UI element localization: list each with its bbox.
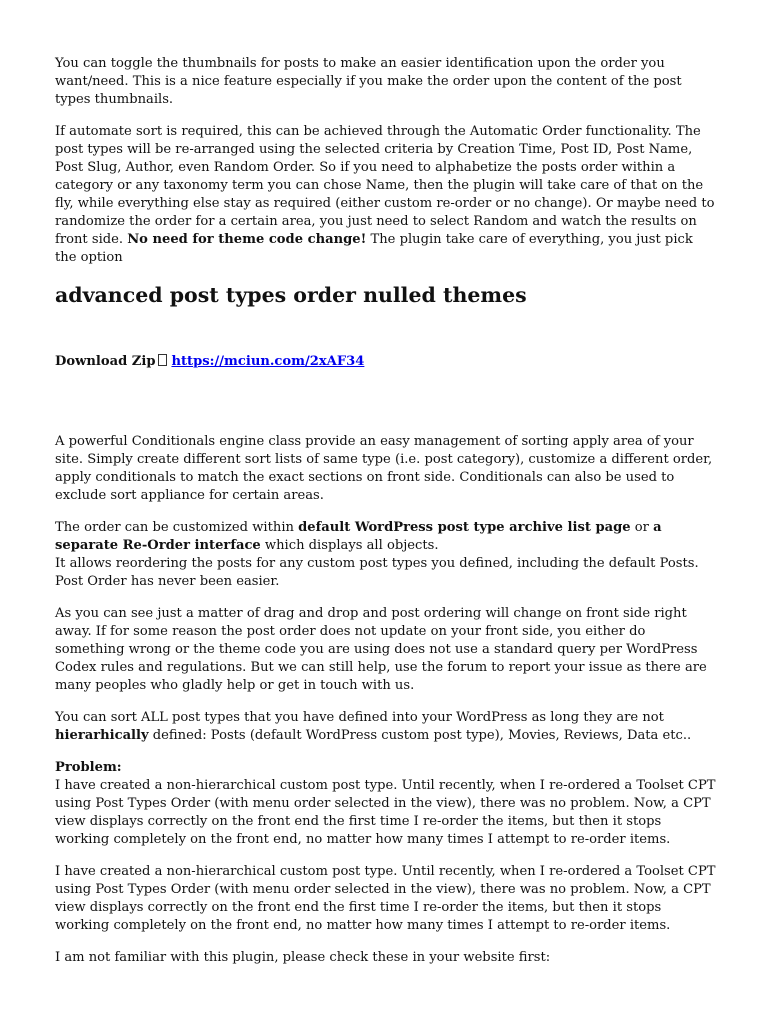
download-line: [55, 353, 717, 371]
customize-line2: It allows reordering the posts for any custom post types you defined, including the default Posts. Post Order has never been easier.: [55, 556, 699, 589]
automatic-order-tail: The plugin take care of everything, you just pick the option: [55, 232, 693, 265]
reorder-interface-bold: a separate Re-Order interface: [55, 520, 662, 553]
page-heading: advanced post types order nulled themes: [55, 283, 527, 307]
download-link[interactable]: https://mciun.com/2xAF34: [171, 354, 365, 369]
customize-text-a: The order can be customized within: [55, 520, 299, 535]
paragraph-problem: [55, 759, 717, 849]
sort-all-text-c: defined: Posts (default WordPress custom post type), Movies, Reviews, Data etc..: [148, 728, 692, 743]
paragraph-sort-all: [55, 709, 717, 745]
paragraph-not-familiar: I am not familiar with this plugin, please check these in your website first:: [55, 950, 551, 965]
no-code-change-bold: No need for theme code change!: [127, 232, 367, 247]
document-body: [55, 55, 717, 967]
archive-list-bold: default WordPress post type archive list page: [298, 520, 631, 535]
paragraph-problem-repeat: I have created a non-hierarchical custom post type. Until recently, when I re-ordered a Toolset CPT using Post Types Order (with menu order selected in the view), there was no problem. Now, a CPT view displays correctly on the front end the first time I re-order the items, but then it stops working completely on the front end, no matter how many times I attempt to re-order items.: [55, 864, 716, 933]
paragraph-conditionals: A powerful Conditionals engine class provide an easy management of sorting apply area of your site. Simply create different sort lists of same type (i.e. post category), customize a different order, apply conditionals to match the exact sections on front side. Conditionals can also be used to exclude sort appliance for certain areas.: [55, 434, 713, 503]
problem-text: I have created a non-hierarchical custom post type. Until recently, when I re-ordered a Toolset CPT using Post Types Order (with menu order selected in the view), there was no problem. Now, a CPT view displays correctly on the front end the first time I re-order the items, but then it stops working completely on the front end, no matter how many times I attempt to re-order items.: [55, 778, 716, 847]
download-label: Download Zip: [55, 354, 156, 369]
paragraph-customize-order: [55, 519, 717, 591]
customize-text-c: or: [630, 520, 654, 535]
automatic-order-text: If automate sort is required, this can be achieved through the Automatic Order functionality. The post types will be re-arranged using the selected criteria by Creation Time, Post ID, Post Name, Post Slug, Author, even Random Order. So if you need to alphabetize the posts order within a category or any taxonomy term you can chose Name, then the plugin will take care of that on the fly, while everything else stay as required (either custom re-order or no change). Or maybe need to randomize the order for a certain area, you just need to select Random and watch the results on front side.: [55, 124, 715, 247]
customize-text-d: which displays all objects.: [260, 538, 439, 553]
paragraph-automatic-order: [55, 123, 717, 267]
sort-all-text-a: You can sort ALL post types that you have defined into your WordPress as long they are not: [55, 710, 664, 725]
problem-label: Problem:: [55, 760, 122, 775]
paragraph-drag-drop: As you can see just a matter of drag and drop and post ordering will change on front side right away. If for some reason the post order does not update on your front side, you either do something wrong or the theme code you are using does not use a standard query per WordPress Codex rules and regulations. But we can still help, use the forum to report your issue as there are many peoples who gladly help or get in touch with us.: [55, 606, 707, 693]
hierarhically-bold: hierarhically: [55, 728, 149, 743]
missing-glyph-icon: [158, 354, 167, 366]
paragraph-thumbnails: You can toggle the thumbnails for posts to make an easier identification upon the order you want/need. This is a nice feature especially if you make the order upon the content of the post types thumbnails.: [55, 56, 682, 107]
